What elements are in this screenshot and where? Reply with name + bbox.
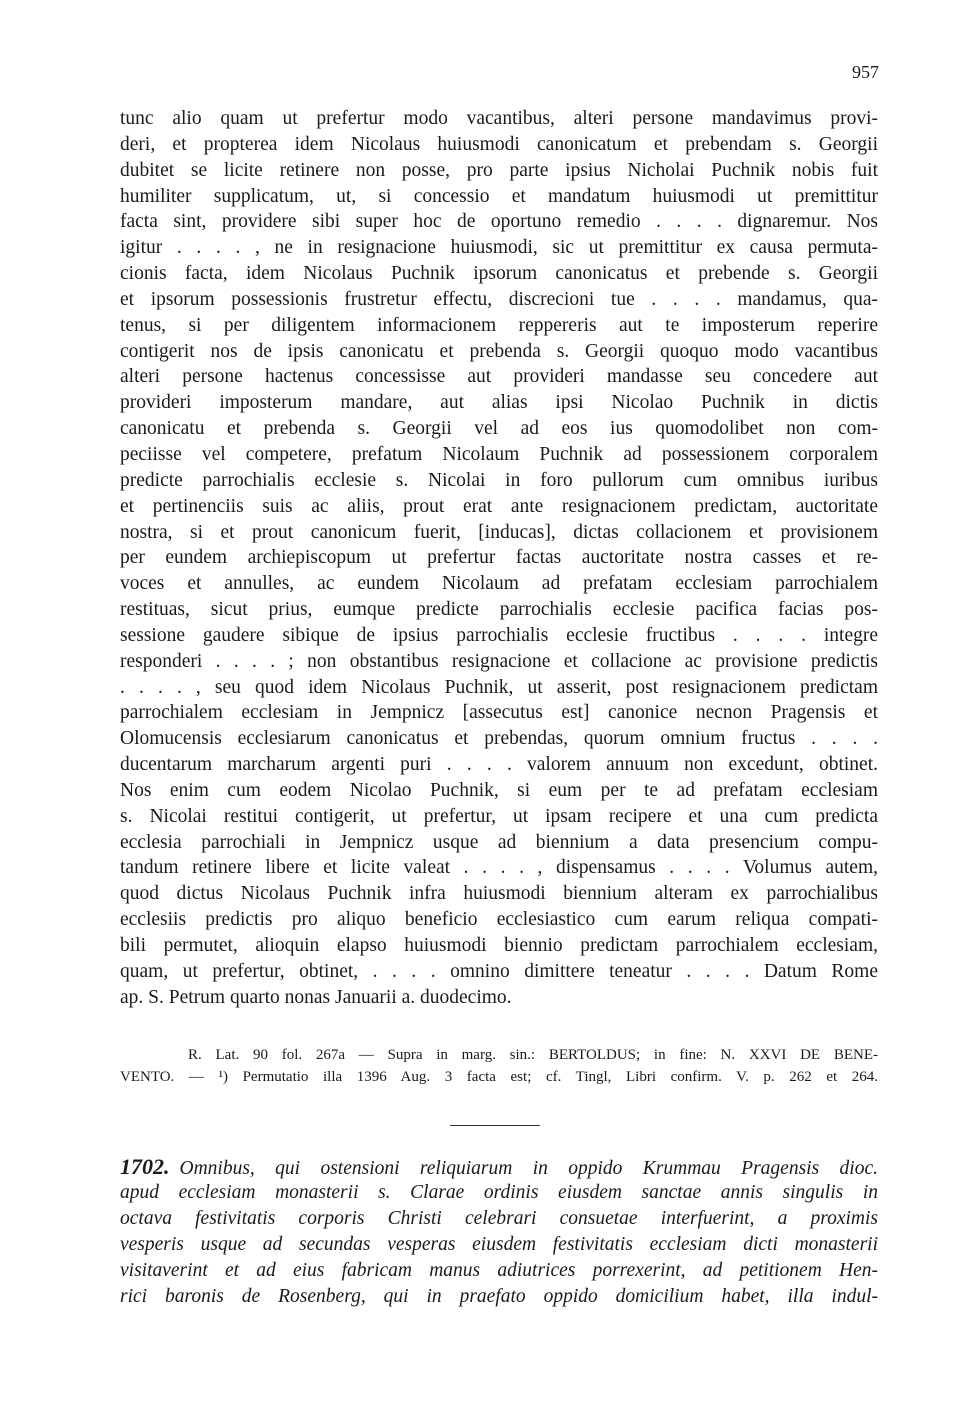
text-line: ecclesia parrochiali in Jempnicz usque ad biennium a data presencium compu- <box>120 831 878 853</box>
text-line: provideri imposterum mandare, aut alias ipsi Nicolao Puchnik in dictis <box>120 392 878 414</box>
footnote-line: VENTO. — ¹) Permutatio illa 1396 Aug. 3 facta est; cf. Tingl, Libri confirm. V. p. 262 et 264. <box>120 1069 878 1085</box>
text-line: canonicatu et prebenda s. Georgii vel ad eos ius quomodolibet non com- <box>120 418 878 440</box>
regest-line: visitaverint et ad eius fabricam manus adiutrices porrexerint, ad petitionem Hen- <box>120 1260 878 1281</box>
text-line: facta sint, providere sibi super hoc de oportuno remedio . . . . dignaremur. Nos <box>120 211 878 233</box>
text-line: restituas, sicut prius, eumque predicte parrochialis ecclesie pacifica facias pos- <box>120 599 878 621</box>
text-line: cionis facta, idem Nicolaus Puchnik ipsorum canonicatus et prebende s. Georgii <box>120 263 878 285</box>
regest-line <box>120 1154 878 1180</box>
text-line: Nos enim cum eodem Nicolao Puchnik, si eum per te ad prefatam ecclesiam <box>120 779 878 801</box>
text-line: per eundem archiepiscopum ut prefertur factas auctoritate nostra casses et re- <box>120 547 878 569</box>
text-line: ducentarum marcharum argenti puri . . . . valorem annuum non excedunt, obtinet. <box>120 754 878 776</box>
footnote-line: R. Lat. 90 fol. 267a — Supra in marg. sin.: BERTOLDUS; in fine: N. XXVI DE BENE- <box>188 1047 878 1063</box>
regest-line: apud ecclesiam monasterii s. Clarae ordinis eiusdem sanctae annis singulis in <box>120 1182 878 1203</box>
text-line: Olomucensis ecclesiarum canonicatus et prebendas, quorum omnium fructus . . . . <box>120 728 878 750</box>
text-line: ecclesiis predictis pro aliquo beneficio ecclesiastico cum earum reliqua compati- <box>120 909 878 931</box>
text-line: et ipsorum possessionis frustretur effectu, discrecioni tue . . . . mandamus, qua- <box>120 288 878 310</box>
text-line: . . . . , seu quod idem Nicolaus Puchnik, ut asserit, post resignacionem predictam <box>120 676 878 698</box>
text-line: humiliter supplicatum, ut, si concessio et mandatum huiusmodi ut premittitur <box>120 185 878 207</box>
text-line: parrochialem ecclesiam in Jempnicz [assecutus est] canonice necnon Pragensis et <box>120 702 878 724</box>
regest-number: 1702. <box>120 1154 170 1179</box>
text-line: tunc alio quam ut prefertur modo vacantibus, alteri persone mandavimus provi- <box>120 108 878 129</box>
text-line: ap. S. Petrum quarto nonas Januarii a. duodecimo. <box>120 986 512 1008</box>
text-line: et pertinenciis suis ac aliis, prout erat ante resignacionem predictam, auctoritate <box>120 495 878 517</box>
text-line: igitur . . . . , ne in resignacione huiusmodi, sic ut premittitur ex causa permuta- <box>120 237 878 259</box>
text-line: contigerit nos de ipsis canonicatu et prebenda s. Georgii quoquo modo vacantibus <box>120 340 878 362</box>
regest-line: octava festivitatis corporis Christi celebrari consuetae interfuerint, a proximis <box>120 1208 878 1229</box>
text-line: voces et annulles, ac eundem Nicolaum ad prefatam ecclesiam parrochialem <box>120 573 878 595</box>
text-line: quam, ut prefertur, obtinet, . . . . omnino dimittere teneatur . . . . Datum Rome <box>120 960 878 982</box>
text-line: tenus, si per diligentem informacionem reppereris aut te imposterum reperire <box>120 314 878 336</box>
regest-text: Omnibus, qui ostensioni reliquiarum in oppido Krummau Pragensis dioc. <box>179 1158 878 1179</box>
text-line: predicte parrochialis ecclesie s. Nicolai in foro pullorum cum omnibus iuribus <box>120 469 878 491</box>
section-divider <box>450 1125 540 1126</box>
text-line: s. Nicolai restitui contigerit, ut prefertur, ut ipsam recipere et una cum predicta <box>120 805 878 827</box>
regest-line: rici baronis de Rosenberg, qui in praefato oppido domicilium habet, illa indul- <box>120 1286 878 1307</box>
regest-entry <box>120 1154 878 1310</box>
text-line: bili permutet, alioquin elapso huiusmodi biennio predictam parrochialem ecclesiam, <box>120 935 878 956</box>
regest-line: vesperis usque ad secundas vesperas eiusdem festivitatis ecclesiam dicti monasterii <box>120 1234 878 1255</box>
page-number: 957 <box>852 62 879 82</box>
text-line: responderi . . . . ; non obstantibus resignacione et collacione ac provisione predictis <box>120 650 878 672</box>
text-line: nostra, si et prout canonicum fuerit, [inducas], dictas collacionem et provisionem <box>120 521 878 543</box>
text-line: tandum retinere libere et licite valeat . . . . , dispensamus . . . . Volumus autem, <box>120 857 878 879</box>
text-line: sessione gaudere sibique de ipsius parrochialis ecclesie fructibus . . . . integre <box>120 624 878 646</box>
footnotes <box>120 1044 878 1088</box>
text-line: dubitet se licite retinere non posse, pro parte ipsius Nicholai Puchnik nobis fuit <box>120 159 878 181</box>
document-body <box>120 106 878 1011</box>
text-line: peciisse vel competere, prefatum Nicolaum Puchnik ad possessionem corporalem <box>120 443 878 465</box>
text-line: quod dictus Nicolaus Puchnik infra huiusmodi biennium alteram ex parrochialibus <box>120 883 878 905</box>
text-line: deri, et propterea idem Nicolaus huiusmodi canonicatum et prebendam s. Georgii <box>120 133 878 155</box>
text-line: alteri persone hactenus concessisse aut provideri mandasse seu concedere aut <box>120 366 878 388</box>
